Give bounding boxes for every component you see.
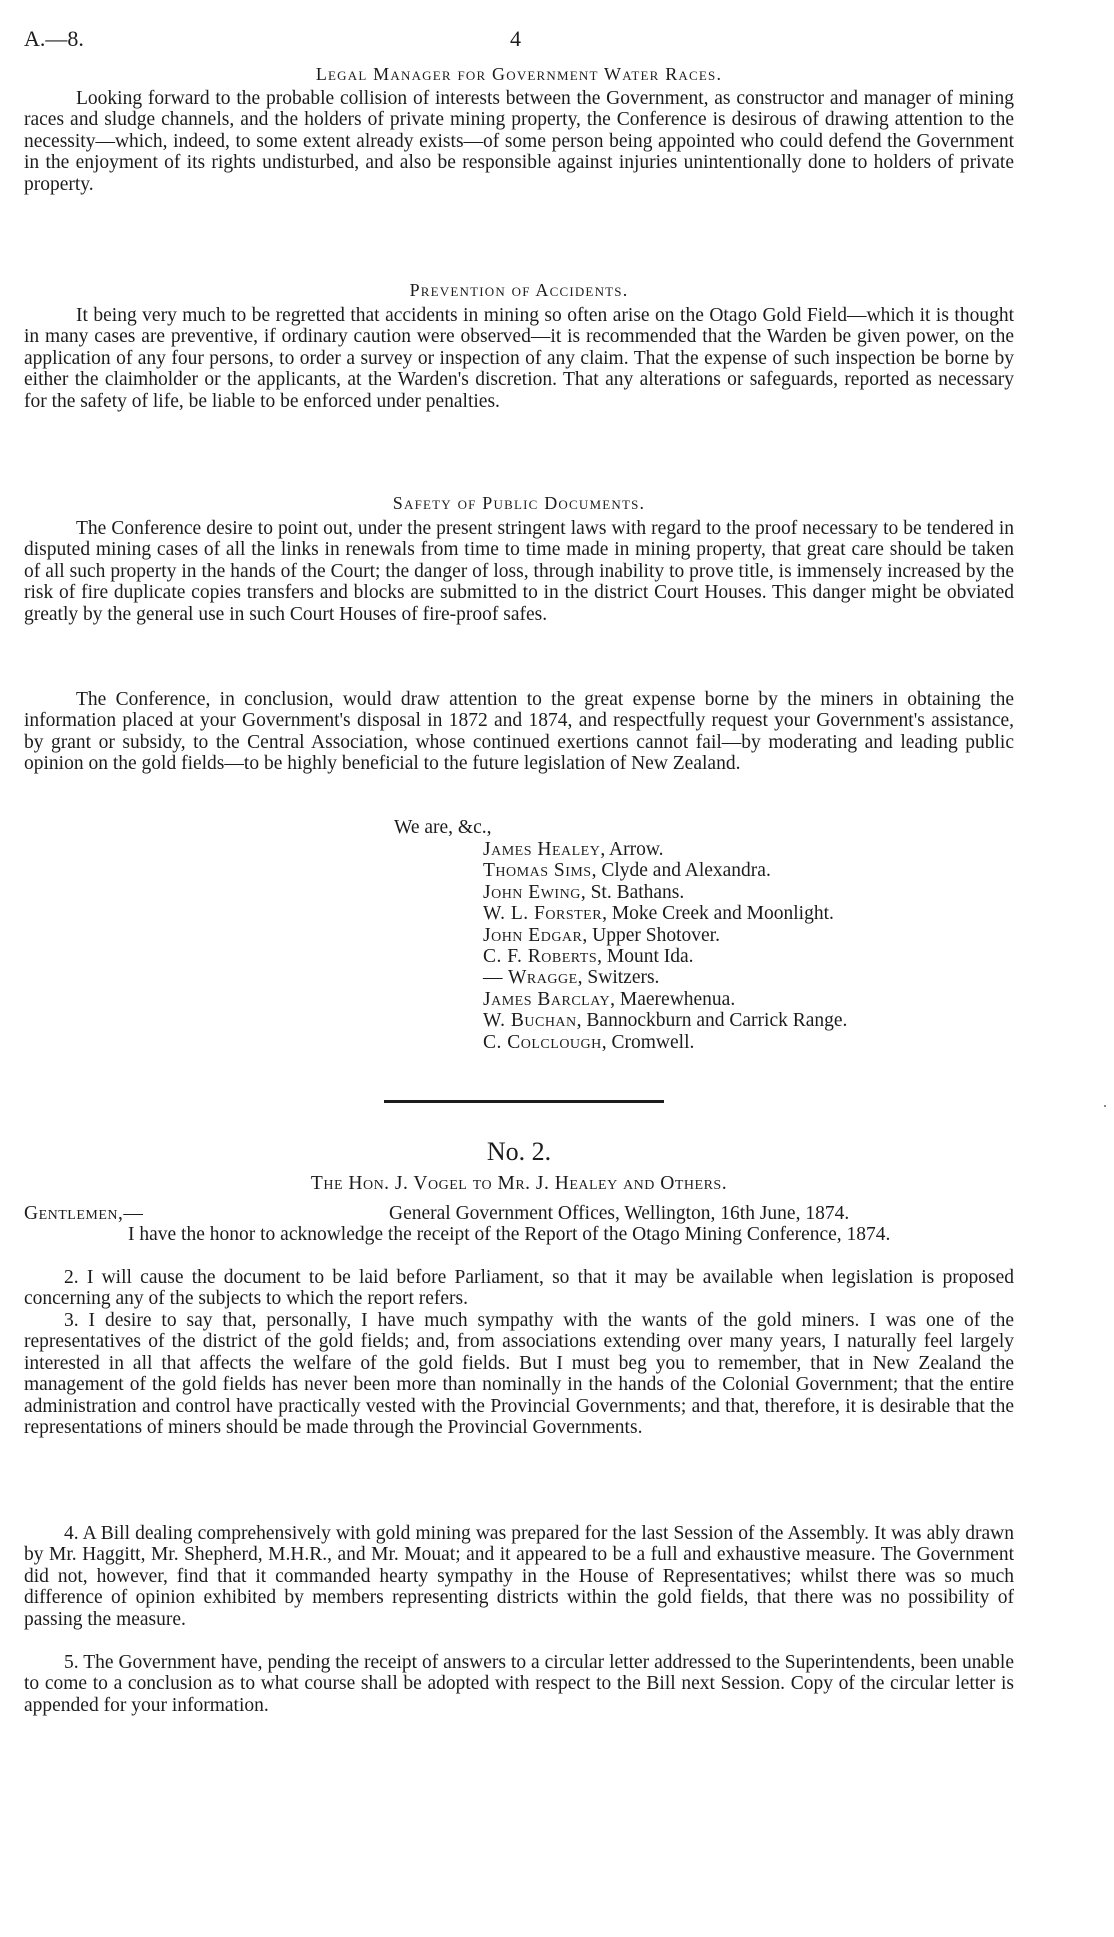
signatory — [483, 989, 847, 1010]
signatory-place: , Cromwell. — [601, 1031, 695, 1053]
letter-text: 5. The Government have, pending the receipt of answers to a circular letter addressed to the Superintendents, been unable to come to a conclusion as to what course shall be adopted with respect to the Bill next Session. Copy of the circular letter is appended for your information. — [24, 1652, 1014, 1716]
signatory-name: John Edgar — [483, 924, 583, 946]
signatory-name: W. Buchan — [483, 1010, 577, 1032]
letter-text: 2. I will cause the document to be laid before Parliament, so that it may be available when legislation is proposed concerning any of the subjects to which the report refers. — [24, 1267, 1014, 1310]
signatory — [483, 967, 847, 988]
signatory — [483, 946, 847, 967]
letter-text: I have the honor to acknowledge the receipt of the Report of the Otago Mining Conference, 1874. — [128, 1224, 891, 1245]
letter-paragraph — [24, 1523, 1014, 1630]
signatory — [483, 903, 847, 924]
section-paragraph — [24, 518, 1014, 625]
signatory — [483, 860, 847, 881]
letter-number: No. 2. — [486, 1137, 552, 1166]
signatory-place: , Moke Creek and Moonlight. — [602, 903, 834, 925]
letter-paragraph — [24, 1310, 1014, 1438]
signatory-place: , Clyde and Alexandra. — [591, 860, 771, 882]
section-text: The Conference desire to point out, under the present stringent laws with regard to the proof necessary to be tendered in disputed mining cases of all the links in renewals from time to time made in mining property, that great care should be taken of all such property in the hands of the Court; the danger of loss, through inability to prove title, is immensely increased by the risk of fire duplicate copies transfers and blocks are submitted to in the district Court Houses. This danger might be obviated greatly by the general use in such Court Houses of fire-proof safes. — [24, 518, 1014, 625]
document-reference: A.—8. — [24, 26, 84, 51]
section-text: It being very much to be regretted that accidents in mining so often arise on the Otago Gold Field—which it is thought in many cases are preventive, if ordinary caution were observed—it is recommended that the Warden be given power, on the application of any four persons, to order a survey or inspection of any claim. That the expense of such inspection be borne by either the claimholder or the applicants, at the Warden's discretion. That any alterations or safeguards, reported as necessary for the safety of life, be liable to be enforced under penalties. — [24, 305, 1014, 412]
signatory-name: John Ewing — [483, 881, 581, 903]
letter-paragraph — [24, 1652, 1014, 1716]
salutation: Gentlemen,— — [24, 1203, 144, 1224]
conclusion-paragraph — [24, 689, 1014, 775]
signatory-place: , St. Bathans. — [580, 881, 685, 903]
conclusion-text: The Conference, in conclusion, would draw attention to the great expense borne by the miners in obtaining the information placed at your Government's disposal in 1872 and 1874, and respectfully request your Government's assistance, by grant or subsidy, to the Central Association, whose continued exertions cannot fail—by moderating and leading public opinion on the gold fields—to be highly beneficial to the future legislation of New Zealand. — [24, 689, 1014, 775]
letter-text: 4. A Bill dealing comprehensively with gold mining was prepared for the last Session of the Assembly. It was ably drawn by Mr. Haggitt, Mr. Shepherd, M.H.R., and Mr. Mouat; and it appeared to be a full and exhaustive measure. The Government did not, however, find that it commanded hearty sympathy in the House of Representatives; whilst there was so much difference of opinion exhibited by members representing districts within the gold fields, that there was no possibility of passing the measure. — [24, 1523, 1014, 1630]
signatory-name: C. F. Roberts — [483, 945, 598, 967]
letter-title: The Hon. J. Vogel to Mr. J. Healey and Others. — [310, 1173, 728, 1194]
closing-phrase: We are, &c., — [394, 817, 492, 838]
signatory — [483, 1010, 847, 1031]
section-text: Looking forward to the probable collision of interests between the Government, as constructor and manager of mining races and sludge channels, and the holders of private mining property, the Conference is desirous of drawing attention to the necessity—which, indeed, to some extent already exists—of some person being appointed who could defend the Government in the enjoyment of its rights undisturbed, and also be responsible against injuries unintentionally done to holders of private property. — [24, 88, 1014, 195]
signatory-name: Thomas Sims — [483, 860, 592, 882]
section-title: Prevention of Accidents. — [409, 280, 629, 300]
signatory-place: , Switzers. — [577, 967, 660, 989]
signatory-place: , Upper Shotover. — [582, 924, 720, 946]
signatory-name: — Wragge — [483, 967, 578, 989]
signatory-place: , Maerewhenua. — [610, 988, 736, 1010]
page-number: 4 — [510, 26, 521, 51]
section-paragraph — [24, 88, 1014, 195]
letter-paragraph — [24, 1224, 1014, 1245]
dateline: General Government Offices, Wellington, 16th June, 1874. — [389, 1203, 850, 1224]
signatory-name: James Healey — [483, 839, 601, 860]
signatory — [483, 839, 847, 860]
signatory-name: C. Colclough — [483, 1031, 602, 1053]
signatory-name: James Barclay — [483, 988, 611, 1010]
signatory-place: , Arrow. — [600, 839, 664, 860]
section-divider — [384, 1100, 664, 1103]
section-title: Legal Manager for Government Water Races. — [315, 64, 723, 84]
signatory-place: , Bannockburn and Carrick Range. — [576, 1010, 848, 1032]
print-speck — [1104, 1105, 1106, 1107]
signatory-place: , Mount Ida. — [597, 945, 694, 967]
section-title: Safety of Public Documents. — [392, 493, 646, 513]
letter-paragraph — [24, 1267, 1014, 1310]
section-paragraph — [24, 305, 1014, 412]
letter-text: 3. I desire to say that, personally, I have much sympathy with the wants of the gold miners. I was one of the representatives of the district of the gold fields; and, from associations extending over many years, I naturally feel largely interested in all that affects the welfare of the gold fields. But I must beg you to remember, that in New Zealand the management of the gold fields has never been more than nominally in the hands of the Colonial Government; that the entire administration and control have practically vested with the Provincial Governments; and that, therefore, it is desirable that the representations of miners should be made through the Provincial Governments. — [24, 1310, 1014, 1439]
signatory — [483, 882, 847, 903]
signatory-name: W. L. Forster — [483, 903, 603, 925]
signatory — [483, 1032, 847, 1053]
signatory-list — [483, 839, 847, 1053]
signatory — [483, 925, 847, 946]
